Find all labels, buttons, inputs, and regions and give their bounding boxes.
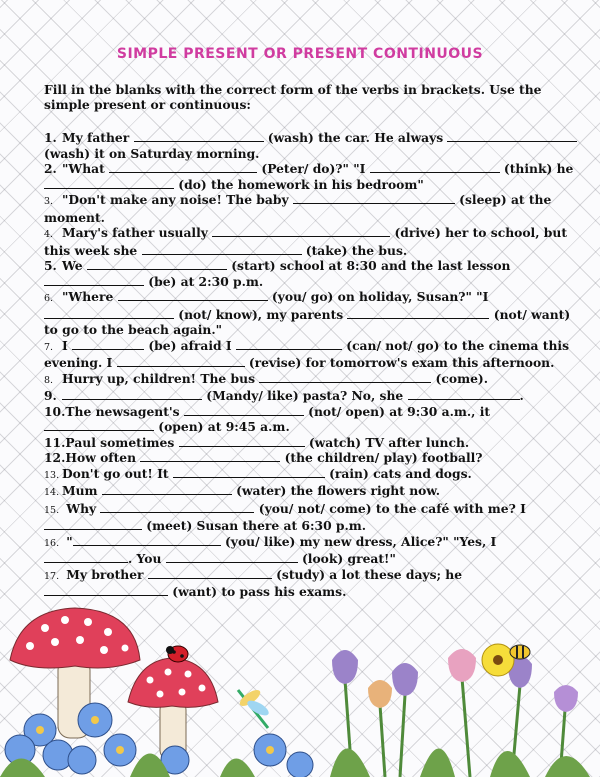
item-number: 15. xyxy=(44,504,60,516)
answer-blank[interactable] xyxy=(140,450,280,462)
answer-blank[interactable] xyxy=(148,567,272,579)
item-text: (think) he xyxy=(499,161,574,176)
item-number: 2. xyxy=(44,161,57,176)
exercise-list xyxy=(44,130,584,600)
item-text: (not/ open) at 9:30 a.m., it xyxy=(303,403,491,419)
exercise-item xyxy=(44,450,584,466)
answer-blank[interactable] xyxy=(447,130,577,142)
exercise-item xyxy=(44,388,584,404)
item-text: We xyxy=(62,258,87,273)
item-number: 7. xyxy=(44,341,54,353)
bee-icon xyxy=(510,645,530,659)
item-number: 10. xyxy=(44,403,66,419)
answer-blank[interactable] xyxy=(73,534,221,546)
item-text: (watch) TV after lunch. xyxy=(304,434,470,450)
answer-blank[interactable] xyxy=(166,551,298,563)
item-text: " xyxy=(62,533,73,549)
item-text: I xyxy=(62,337,73,353)
answer-blank[interactable] xyxy=(142,243,302,255)
item-text: (Peter/ do)?" "I xyxy=(257,161,370,176)
answer-blank[interactable] xyxy=(134,130,264,142)
item-text: (you/ like) my new dress, Alice?" "Yes, I xyxy=(220,533,497,549)
item-number: 3. xyxy=(44,196,54,207)
item-number: 4. xyxy=(44,229,54,240)
item-text: (Mandy/ like) pasta? No, she xyxy=(202,388,408,403)
item-text: (can/ not/ go) to the cinema this evening. I xyxy=(44,337,570,370)
answer-blank[interactable] xyxy=(179,435,305,447)
answer-blank[interactable] xyxy=(102,483,232,495)
answer-blank[interactable] xyxy=(44,518,142,530)
item-text: (be) afraid I xyxy=(144,337,236,353)
answer-blank[interactable] xyxy=(408,388,520,400)
item-number: 12. xyxy=(44,450,66,465)
answer-blank[interactable] xyxy=(212,225,390,237)
answer-blank[interactable] xyxy=(293,192,455,204)
item-text: Why xyxy=(62,500,101,516)
item-text: (water) the flowers right now. xyxy=(231,483,440,498)
exercise-item xyxy=(44,161,584,192)
answer-blank[interactable] xyxy=(370,161,500,173)
answer-blank[interactable] xyxy=(44,307,174,319)
item-text: . You xyxy=(128,551,166,566)
item-text: Mum xyxy=(62,483,102,498)
answer-blank[interactable] xyxy=(184,404,304,416)
item-text: (take) the bus. xyxy=(301,242,408,258)
answer-blank[interactable] xyxy=(62,388,202,400)
answer-blank[interactable] xyxy=(100,501,254,513)
answer-blank[interactable] xyxy=(44,419,154,431)
exercise-item xyxy=(44,567,584,600)
item-text: (start) school at 8:30 and the last lesson xyxy=(226,258,511,273)
item-text: (do) the homework in his bedroom" xyxy=(174,176,424,192)
item-text: (study) a lot these days; he xyxy=(271,566,463,582)
exercise-item xyxy=(44,534,584,567)
item-text: Paul sometimes xyxy=(65,434,179,450)
exercise-item xyxy=(44,501,584,534)
item-text: (look) great!" xyxy=(297,551,396,566)
item-text: The newsagent's xyxy=(65,403,184,419)
answer-blank[interactable] xyxy=(118,289,268,301)
answer-blank[interactable] xyxy=(44,177,174,189)
item-text: Don't go out! It xyxy=(62,465,173,481)
exercise-item xyxy=(44,192,584,225)
exercise-item xyxy=(44,258,584,289)
answer-blank[interactable] xyxy=(44,551,128,563)
item-text: (come). xyxy=(431,370,489,386)
item-text: (wash) the car. He always xyxy=(263,130,448,145)
item-text: Hurry up, children! The bus xyxy=(62,370,260,386)
answer-blank[interactable] xyxy=(87,258,227,270)
tulip-icon xyxy=(332,649,578,712)
answer-blank[interactable] xyxy=(173,466,325,478)
answer-blank[interactable] xyxy=(259,371,431,383)
item-number: 14. xyxy=(44,487,60,498)
item-text: (you/ not/ come) to the café with me? I xyxy=(254,500,526,516)
item-text: (rain) cats and dogs. xyxy=(324,465,472,481)
answer-blank[interactable] xyxy=(347,307,489,319)
item-text: (wash) it on Saturday morning. xyxy=(44,145,260,161)
item-number: 13. xyxy=(44,469,60,481)
item-text: "What xyxy=(62,161,110,176)
item-text: (meet) Susan there at 6:30 p.m. xyxy=(142,518,367,533)
answer-blank[interactable] xyxy=(72,338,144,350)
item-number: 16. xyxy=(44,537,60,549)
answer-blank[interactable] xyxy=(44,584,168,596)
mushroom-icon xyxy=(128,658,218,760)
answer-blank[interactable] xyxy=(236,338,342,350)
answer-blank[interactable] xyxy=(117,355,245,367)
item-text: (be) at 2:30 p.m. xyxy=(144,273,264,289)
exercise-item xyxy=(44,338,584,371)
item-number: 5. xyxy=(44,258,57,273)
item-text: "Don't make any noise! The baby xyxy=(62,192,293,207)
exercise-item xyxy=(44,404,584,435)
dragonfly-icon xyxy=(237,687,271,728)
item-text: My brother xyxy=(62,566,148,582)
leaf-icon xyxy=(330,749,590,777)
item-number: 8. xyxy=(44,374,54,386)
item-number: 17. xyxy=(44,570,60,582)
item-text: Mary's father usually xyxy=(62,225,213,240)
item-text: (sleep) at the moment. xyxy=(44,192,552,225)
yellow-flower-icon xyxy=(482,644,514,676)
exercise-item xyxy=(44,371,584,389)
item-text: My father xyxy=(62,130,134,145)
decorative-illustration xyxy=(0,600,600,777)
item-text: (open) at 9:45 a.m. xyxy=(154,419,290,434)
item-text: (revise) for tomorrow's exam this afternoon. xyxy=(244,355,555,370)
exercise-item xyxy=(44,225,584,258)
item-text: (want) to pass his exams. xyxy=(168,584,347,599)
item-text: (the children/ play) football? xyxy=(280,450,483,465)
item-text: (drive) her to school, but this week she xyxy=(44,225,567,258)
item-text: How often xyxy=(65,450,141,465)
worksheet-title: SIMPLE PRESENT OR PRESENT CONTINUOUS xyxy=(116,46,484,62)
answer-blank[interactable] xyxy=(44,274,144,286)
item-text: (you/ go) on holiday, Susan?" "I xyxy=(267,289,489,304)
item-text: (not/ know), my parents xyxy=(174,306,348,322)
exercise-item xyxy=(44,466,584,484)
item-number: 11. xyxy=(44,434,66,450)
item-number: 9. xyxy=(44,388,57,403)
item-text: "Where xyxy=(62,289,118,304)
exercise-item xyxy=(44,130,584,161)
item-number: 6. xyxy=(44,293,54,304)
exercise-item xyxy=(44,435,584,451)
worksheet-instructions: Fill in the blanks with the correct form of the verbs in brackets. Use the simple present or continuous: xyxy=(44,82,542,112)
item-text: (not/ want) to go to the beach again." xyxy=(44,306,571,337)
item-text: . xyxy=(519,388,524,403)
exercise-item xyxy=(44,289,584,338)
item-number: 1. xyxy=(44,130,57,145)
answer-blank[interactable] xyxy=(109,161,257,173)
exercise-item xyxy=(44,483,584,501)
